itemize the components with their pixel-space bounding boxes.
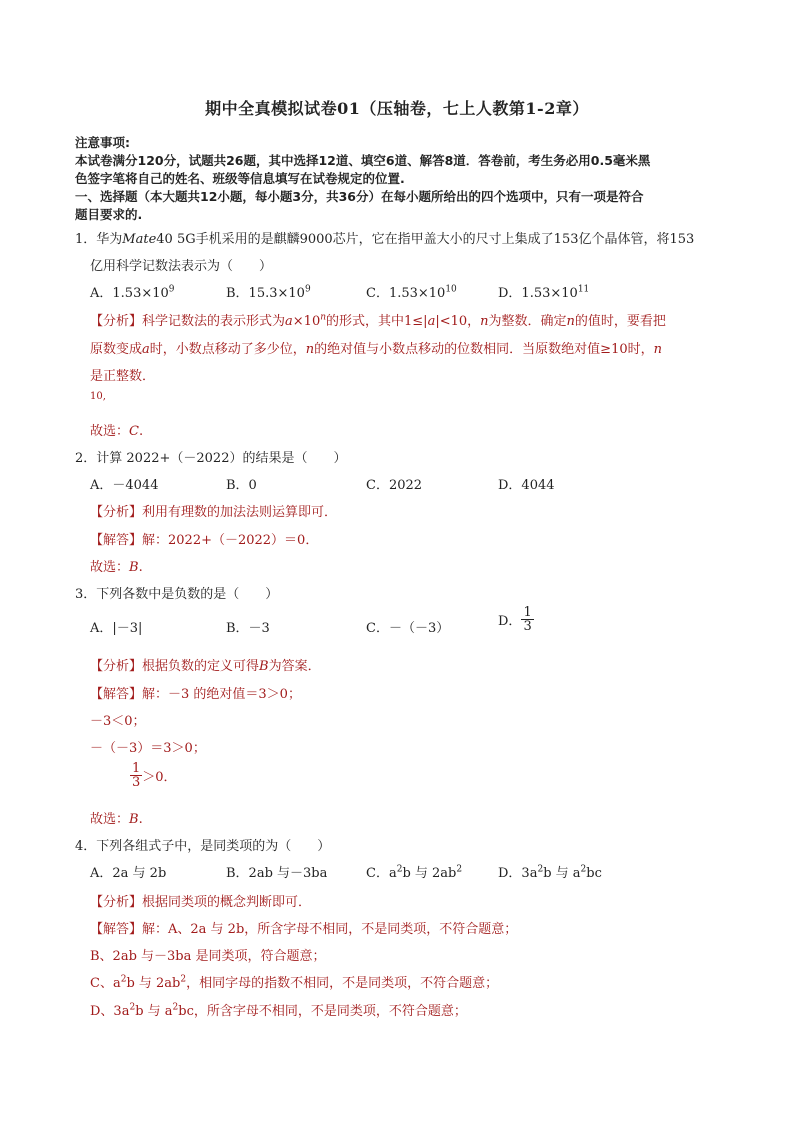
q3-option-d: D． $\frac{1}{3}$ [498,605,532,634]
section-heading-1: 一、选择题（本大题共12小题，每小题3分，共36分）在每小题所给出的四个选项中，只有一项是符合 [75,189,644,204]
q3-stem: 3．下列各数中是负数的是（ ） [75,587,279,602]
q3-analysis: 【分析】根据负数的定义可得B为答案． [90,659,321,674]
q2-option-a: A．－4044 [90,478,159,493]
notice-text-2: 色签字笔将自己的姓名、班级等信息填写在试卷规定的位置. [75,171,405,186]
q1-analysis-line-1: 【分析】科学记数法的表示形式为$a\times 10^n$的形式，其中1≤|a|<10，n为整数．确定n的值时，要看把 [90,312,666,329]
notice-heading: 注意事项: [75,135,130,150]
q4-solution-b: B、2ab 与－3ba 是同类项，符合题意； [90,949,326,964]
q2-answer: 故选：B. [90,560,143,575]
q1-option-c: C．$1.53\times 10^{10}$ [366,284,457,301]
q4-option-b: B．2ab 与－3ba [226,866,328,881]
q3-step-3: －（－3）＝3＞0； [90,741,206,756]
q3-step-4: $\frac{1}{3}$ ＞0． [132,761,177,790]
q1-stem: 1．华为Mate40 5G手机采用的是麒麟9000芯片，它在指甲盖大小的尺寸上集成了153亿个晶体管，将153 [75,232,695,247]
q2-solution: 【解答】解：2022+（－2022）＝0． [90,533,319,548]
q1-option-b: B．$15.3\times 10^9$ [226,284,311,301]
q2-analysis: 【分析】利用有理数的加法法则运算即可． [90,505,338,520]
q4-option-a: A．2a 与 2b [90,866,167,881]
q4-stem: 4．下列各组式子中，是同类项的为（ ） [75,839,331,854]
q4-solution-c: C、$a^2b$ 与 $2ab^2$，相同字母的指数不相同，不是同类项，不符合题意； [90,974,499,991]
q2-stem: 2．计算 2022+（－2022）的结果是（ ） [75,451,347,466]
q2-option-d: D．4044 [498,478,555,493]
q1-option-a: A．$1.53\times 10^9$ [90,284,175,301]
q1-extra: 10, [90,391,106,402]
q3-option-b: B．－3 [226,621,270,636]
q3-answer: 故选：B. [90,812,143,827]
q3-option-a: A．|－3| [90,621,143,636]
q3-step-2: －3＜0； [90,714,146,729]
q1-answer: 故选：C. [90,424,144,439]
q2-option-b: B．0 [226,478,257,493]
page-title: 期中全真模拟试卷01（压轴卷，七上人教第1-2章） [205,99,589,118]
q1-analysis-line-2: 原数变成a时，小数点移动了多少位，n的绝对值与小数点移动的位数相同．当原数绝对值≥10时，n [90,342,662,357]
q4-option-d: D．$3a^2b$ 与 $a^2bc$ [498,864,602,881]
q1-analysis-line-3: 是正整数． [90,369,156,384]
q3-step-4-fraction: $\frac{1}{3}$ [132,761,141,790]
q1-stem-cont: 亿用科学记数法表示为（ ） [90,259,273,274]
section-heading-2: 题目要求的. [75,207,143,222]
q3-option-d-fraction: $\frac{1}{3}$ [523,605,532,634]
q4-option-c: C．$a^2b$ 与 $2ab^2$ [366,864,463,881]
q3-solution: 【解答】解：－3 的绝对值＝3＞0； [90,687,301,702]
q4-analysis: 【分析】根据同类项的概念判断即可． [90,895,312,910]
notice [75,134,725,224]
notice-text-1: 本试卷满分120分，试题共26题，其中选择12道、填空6道、解答8道．答卷前，考生务必用0.5毫米黑 [75,153,651,168]
q1-option-d: D．$1.53\times 10^{11}$ [498,284,590,301]
q4-solution-a: 【解答】解：A、2a 与 2b，所含字母不相同，不是同类项，不符合题意； [90,922,518,937]
q2-option-c: C．2022 [366,478,423,493]
q3-option-c: C．－（－3） [366,621,450,636]
q4-solution-d: D、$3a^2b$ 与 $a^2bc$，所含字母不相同，不是同类项，不符合题意； [90,1002,467,1019]
